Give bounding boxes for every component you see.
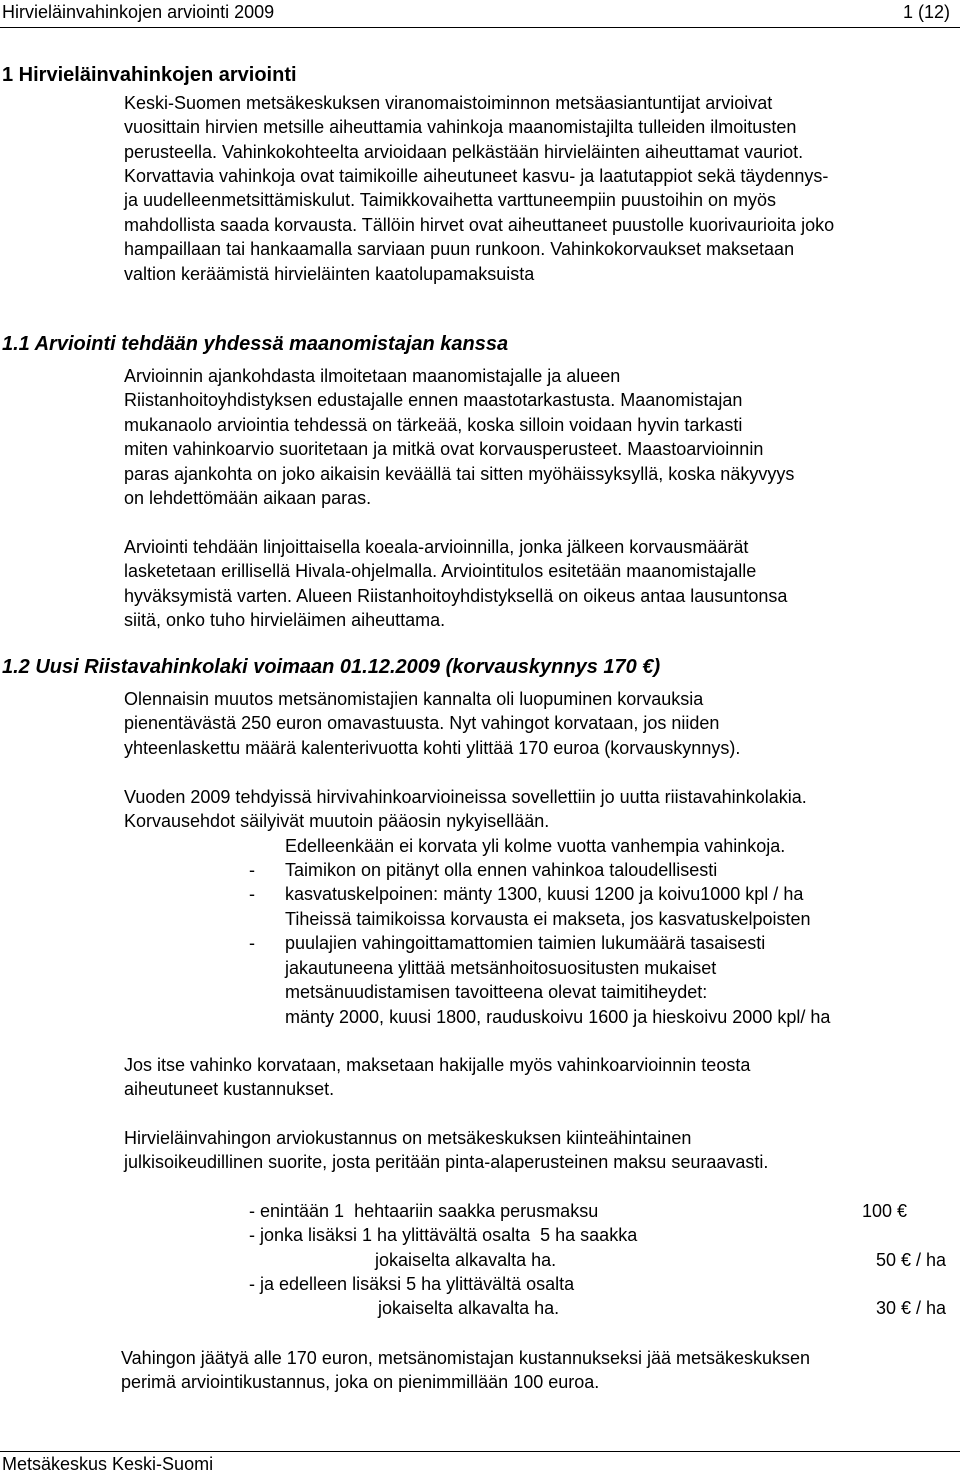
list-item-text: Tiheissä taimikoissa korvausta ei makseta, jos kasvatuskelpoisten puulajien vahingoittamattomien taimien lukumäärä tasaisesti jakautuneena ylittää metsänhoitosuositusten mukaiset metsänuudistamisen tavoitteena olevat taimitiheydet: mänty 2000, kuusi 1800, rauduskoivu 1600 ja hieskoivu 2000 kpl/ ha <box>285 909 831 1027</box>
section-1-2-paragraph-3: Jos itse vahinko korvataan, maksetaan hakijalle myös vahinkoarvioinnin teosta aiheutuneet kustannukset. <box>124 1055 751 1100</box>
bullet-dash: - <box>249 933 255 953</box>
fee-row-1-label: - enintään 1 hehtaariin saakka perusmaksu <box>249 1201 599 1221</box>
header-divider <box>0 27 960 28</box>
fee-row-2-sub: jokaiselta alkavalta ha. <box>375 1250 557 1270</box>
section-1-paragraph-1: Keski-Suomen metsäkeskuksen viranomaistoiminnon metsäasiantuntijat arvioivat vuosittain hirvien metsille aiheuttamia vahinkoja maanomistajilta tulleiden ilmoitusten perusteella. Vahinkokohteelta arvioidaan pelkästään hirvieläinten aiheuttamat vauriot. <box>124 93 804 162</box>
section-1-heading: 1 Hirvieläinvahinkojen arviointi <box>2 64 297 86</box>
fee-row-3-label: - ja edelleen lisäksi 5 ha ylittävältä osalta <box>249 1274 575 1294</box>
section-1-1-paragraph-1: Arvioinnin ajankohdasta ilmoitetaan maanomistajalle ja alueen Riistanhoitoyhdistyksen edustajalle ennen maastotarkastusta. Maanomistajan mukanaolo arviointia tehdessä on tärkeää, koska silloin voidaan hyvin tarkasti miten vahinkoarvio suoritetaan ja mitkä ovat korvausperusteet. Maastoarvioinnin paras ajankohta on joko aikaisin keväällä tai sitten myöhäissyksyllä, koska näkyvyys on lehdettömään aikaan paras. <box>124 366 795 509</box>
header-title: Hirvieläinvahinkojen arviointi 2009 <box>2 2 275 22</box>
section-1-1-heading: 1.1 Arviointi tehdään yhdessä maanomistajan kanssa <box>2 333 509 355</box>
fee-row-3-sub: jokaiselta alkavalta ha. <box>378 1298 560 1318</box>
bullet-dash: - <box>249 860 255 880</box>
bullet-dash: - <box>249 884 255 904</box>
section-1-2-heading: 1.2 Uusi Riistavahinkolaki voimaan 01.12.2009 (korvauskynnys 170 €) <box>2 656 661 678</box>
section-1-paragraph-2: Korvattavia vahinkoja ovat taimikoille aiheutuneet kasvu- ja laatutappiot sekä täydennys- ja uudelleenmetsittämiskulut. Taimikkovaihetta varttuneempiin puustoihin on myös mahdollista saada korvausta. Tällöin hirvet ovat aiheuttaneet puustolle kuorivaurioita joko hampaillaan tai hankaamalla sarviaan puun runkoon. Vahinkokorvaukset maksetaan valtion keräämistä hirvieläinten kaatolupamaksuista <box>124 166 835 284</box>
section-1-2-paragraph-4: Hirvieläinvahingon arviokustannus on metsäkeskuksen kiinteähintainen julkisoikeudillinen suorite, josta peritään pinta-alaperusteinen maksu seuraavasti. <box>124 1128 769 1173</box>
section-1-2-paragraph-1: Olennaisin muutos metsänomistajien kannalta oli luopuminen korvauksia pienentävästä 250 euron omavastuusta. Nyt vahingot korvataan, jos niiden yhteenlaskettu määrä kalenterivuotta kohti ylittää 170 euroa (korvauskynnys). <box>124 689 741 758</box>
list-item <box>0 907 960 1027</box>
footer-divider <box>0 1451 960 1452</box>
page-number: 1 (12) <box>902 2 950 22</box>
fee-row-1-value: 100 € <box>862 1201 908 1221</box>
list-item-text: Taimikon on pitänyt olla ennen vahinkoa taloudellisesti kasvatuskelpoinen: mänty 1300, kuusi 1200 ja koivu1000 kpl / ha <box>285 860 804 905</box>
fee-row-2-value: 50 € / ha <box>876 1250 947 1270</box>
page-header <box>0 0 960 26</box>
section-1-1-paragraph-2: Arviointi tehdään linjoittaisella koeala-arvioinnilla, jonka jälkeen korvausmäärät lasketetaan erillisellä Hivala-ohjelmalla. Arviointitulos esitetään maanomistajalle hyväksymistä varten. Alueen Riistanhoitoyhdistyksellä on oikeus antaa lausuntonsa siitä, onko tuho hirvieläimen aiheuttama. <box>124 537 788 631</box>
footer-org: Metsäkeskus Keski-Suomi <box>2 1454 214 1474</box>
list-item-text: Edelleenkään ei korvata yli kolme vuotta vanhempia vahinkoja. <box>285 836 786 856</box>
section-1-2-paragraph-5: Vahingon jäätyä alle 170 euron, metsänomistajan kustannukseksi jää metsäkeskuksen perimä arviointikustannus, joka on pienimmillään 100 euroa. <box>121 1348 811 1393</box>
fee-row-2-label: - jonka lisäksi 1 ha ylittävältä osalta 5 ha saakka <box>249 1225 638 1245</box>
section-1-2-paragraph-2: Vuoden 2009 tehdyissä hirvivahinkoarvioineissa sovellettiin jo uutta riistavahinkolakia. Korvausehdot säilyivät muutoin pääosin nykyisellään. <box>124 787 807 832</box>
fee-row-3-value: 30 € / ha <box>876 1298 947 1318</box>
